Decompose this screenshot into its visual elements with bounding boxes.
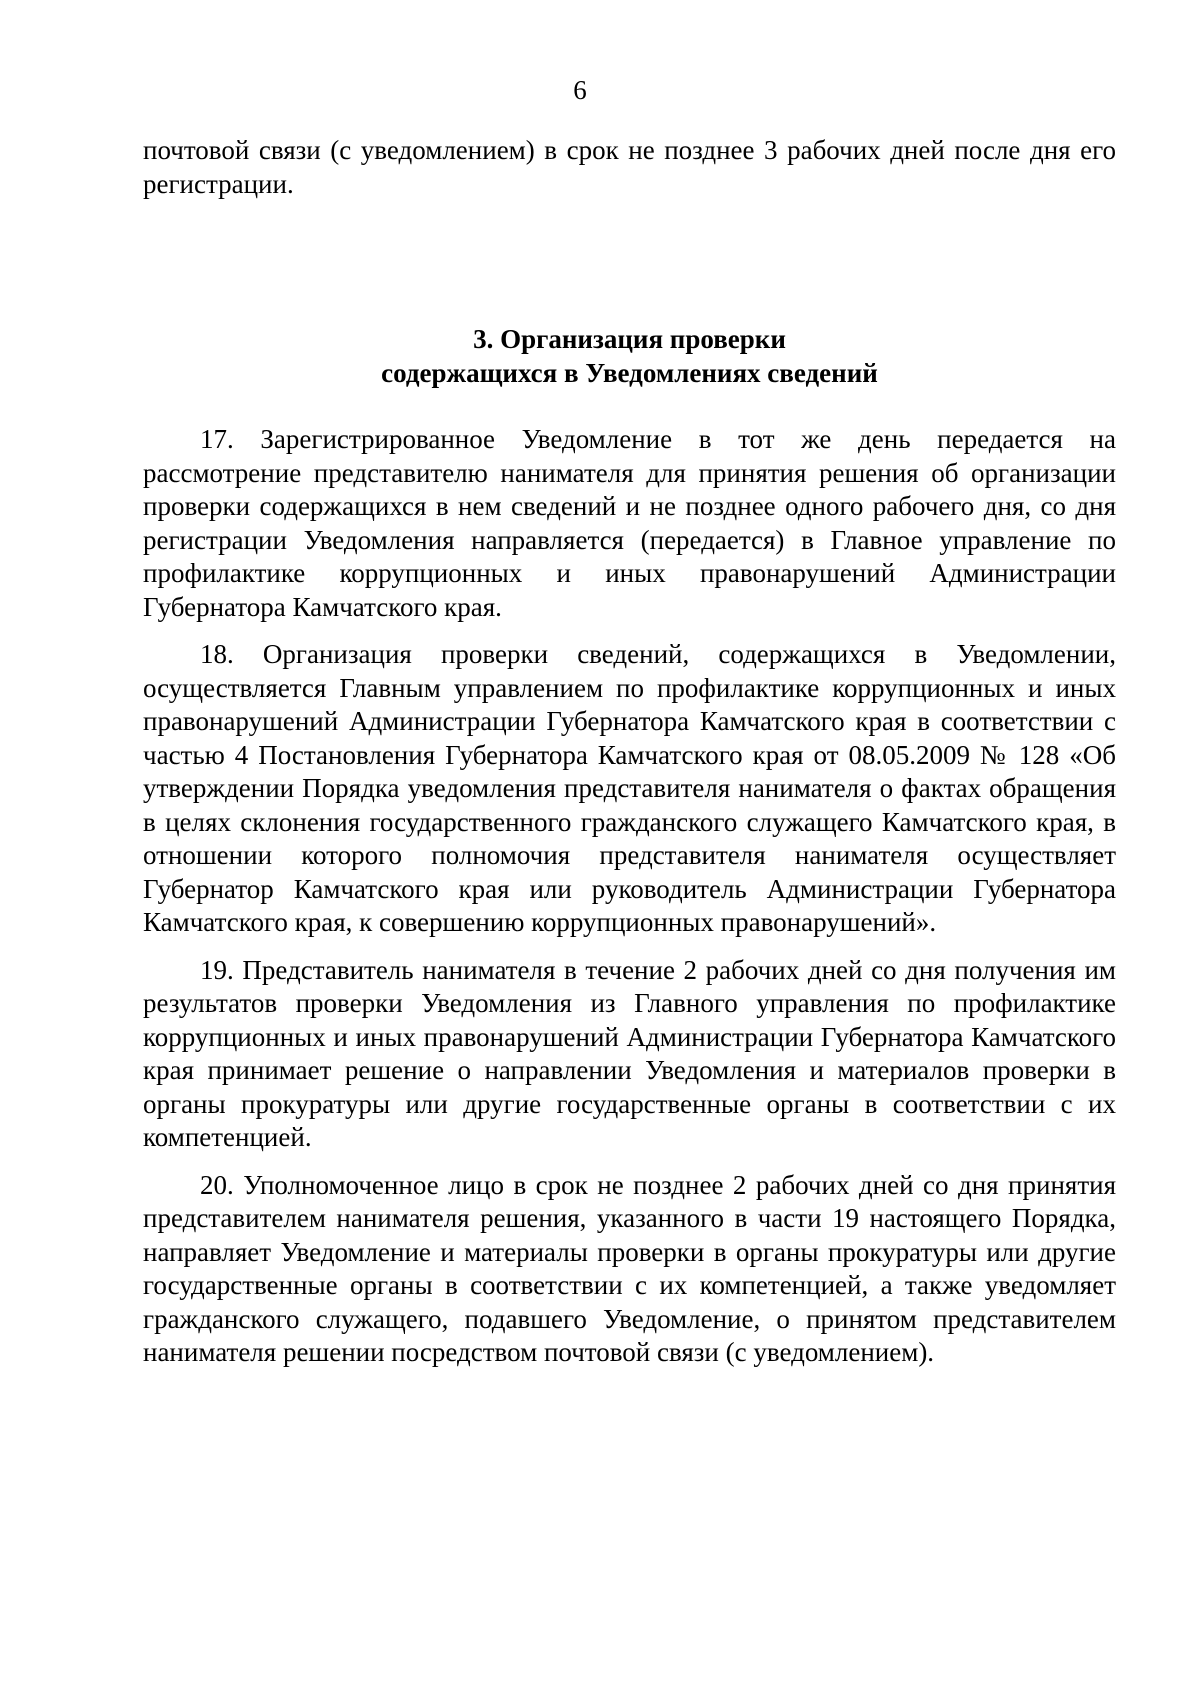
document-body xyxy=(143,134,1116,1370)
section-title-line-1: 3. Организация проверки xyxy=(473,324,786,354)
paragraph-20: 20. Уполномоченное лицо в срок не позднее 2 рабочих дней со дня принятия представителем нанимателя решения, указанного в части 19 настоящего Порядка, направляет Уведомление и материалы проверки в органы прокуратуры или другие государственные органы в соответствии с их компетенцией, а также уведомляет гражданского служащего, подавшего Уведомление, о принятом представителем нанимателя решении посредством почтовой связи (с уведомлением). xyxy=(143,1169,1116,1367)
section-heading xyxy=(143,323,1116,390)
paragraph-17: 17. Зарегистрированное Уведомление в тот же день передается на рассмотрение представителю нанимателя для принятия решения об организации проверки содержащихся в нем сведений и не позднее одного рабочего дня, со дня регистрации Уведомления направляется (передается) в Главное управление по профилактике коррупционных и иных правонарушений Администрации Губернатора Камчатского края. xyxy=(143,424,1116,622)
paragraph-18: 18. Организация проверки сведений, содержащихся в Уведомлении, осуществляется Главным управлением по профилактике коррупционных и иных правонарушений Администрации Губернатора Камчатского края в соответствии с частью 4 Постановления Губернатора Камчатского края от 08.05.2009 № 128 «Об утверждении Порядка уведомления представителя нанимателя о фактах обращения в целях склонения государственного гражданского служащего Камчатского края, в отношении которого полномочия представителя нанимателя осуществляет Губернатор Камчатского края или руководитель Администрации Губернатора Камчатского края, к совершению коррупционных правонарушений». xyxy=(143,639,1116,937)
intro-paragraph: почтовой связи (с уведомлением) в срок не позднее 3 рабочих дней после дня его регистрации. xyxy=(143,135,1116,199)
paragraph-19: 19. Представитель нанимателя в течение 2 рабочих дней со дня получения им результатов проверки Уведомления из Главного управления по профилактике коррупционных и иных правонарушений Администрации Губернатора Камчатского края принимает решение о направлении Уведомления и материалов проверки в органы прокуратуры или другие государственные органы в соответствии с их компетенцией. xyxy=(143,954,1116,1152)
page-number: 6 xyxy=(573,75,587,105)
section-title-line-2: содержащихся в Уведомлениях сведений xyxy=(381,357,878,388)
